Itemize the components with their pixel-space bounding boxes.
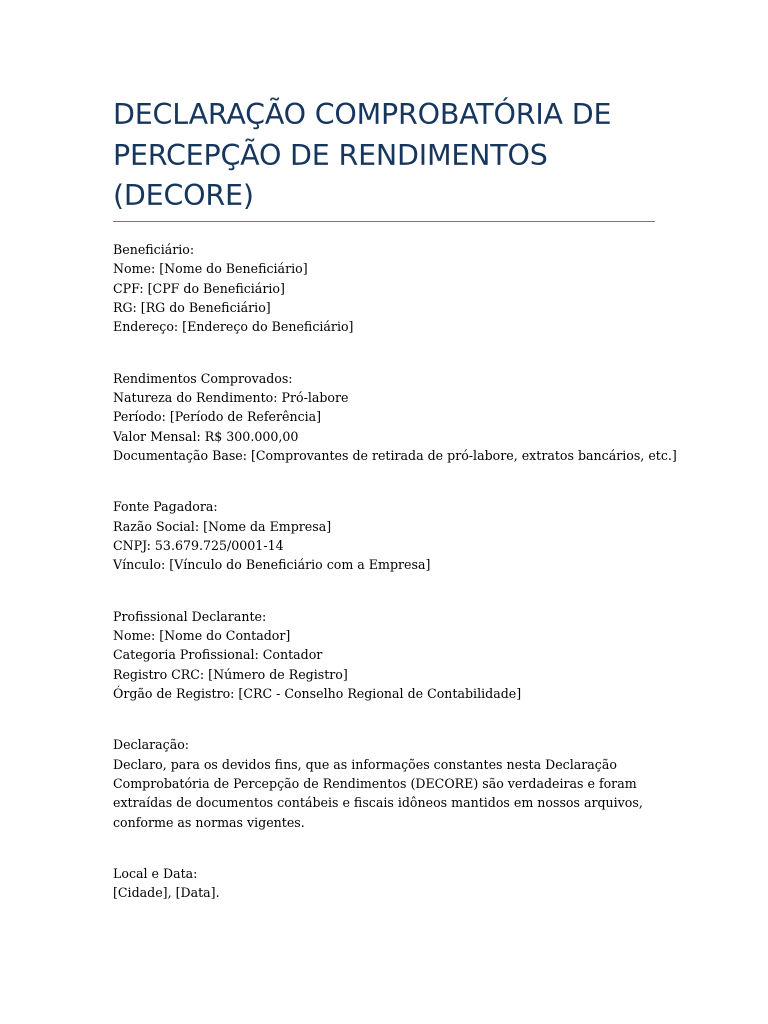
beneficiario-section (113, 240, 673, 336)
fonte-pagadora-heading: Fonte Pagadora: (113, 499, 218, 515)
declaracao-section (113, 735, 673, 831)
profissional-section (113, 607, 673, 703)
rendimentos-natureza: Natureza do Rendimento: Pró-labore (113, 389, 349, 405)
rendimentos-documentacao: Documentação Base: [Comprovantes de retirada de pró-labore, extratos bancários, etc.] (113, 447, 677, 463)
declaracao-text: Declaro, para os devidos fins, que as informações constantes nesta Declaração Comprobatória de Percepção de Rendimentos (DECORE) são verdadeiras e foram extraídas de documentos contábeis e fiscais idôneos mantidos em nossos arquivos, conforme as normas vigentes. (113, 756, 643, 830)
profissional-orgao-registro: Órgão de Registro: [CRC - Conselho Regional de Contabilidade] (113, 685, 522, 701)
beneficiario-rg: RG: [RG do Beneficiário] (113, 299, 271, 315)
profissional-nome: Nome: [Nome do Contador] (113, 628, 291, 644)
rendimentos-section (113, 369, 677, 465)
beneficiario-endereco: Endereço: [Endereço do Beneficiário] (113, 319, 354, 335)
document-body (113, 240, 677, 935)
beneficiario-heading: Beneficiário: (113, 242, 195, 257)
fonte-pagadora-section (113, 497, 673, 574)
rendimentos-heading: Rendimentos Comprovados: (113, 370, 293, 386)
profissional-heading: Profissional Declarante: (113, 608, 267, 624)
rendimentos-periodo: Período: [Período de Referência] (113, 409, 322, 425)
profissional-registro-crc: Registro CRC: [Número de Registro] (113, 666, 348, 682)
profissional-categoria: Categoria Profissional: Contador (113, 647, 323, 663)
document-title: DECLARAÇÃO COMPROBATÓRIA DE PERCEPÇÃO DE RENDIMENTOS (DECORE) (113, 98, 612, 212)
fonte-pagadora-razao-social: Razão Social: [Nome da Empresa] (113, 518, 332, 534)
fonte-pagadora-cnpj: CNPJ: 53.679.725/0001-14 (113, 537, 284, 553)
local-data-section (113, 864, 673, 903)
rendimentos-valor-mensal: Valor Mensal: R$ 300.000,00 (113, 428, 299, 444)
title-underline-divider (113, 221, 655, 222)
beneficiario-nome: Nome: [Nome do Beneficiário] (113, 261, 308, 277)
local-data-heading: Local e Data: (113, 866, 198, 882)
beneficiario-cpf: CPF: [CPF do Beneficiário] (113, 280, 285, 296)
declaracao-heading: Declaração: (113, 737, 190, 753)
local-data-value: [Cidade], [Data]. (113, 885, 220, 901)
fonte-pagadora-vinculo: Vínculo: [Vínculo do Beneficiário com a Empresa] (113, 557, 431, 573)
